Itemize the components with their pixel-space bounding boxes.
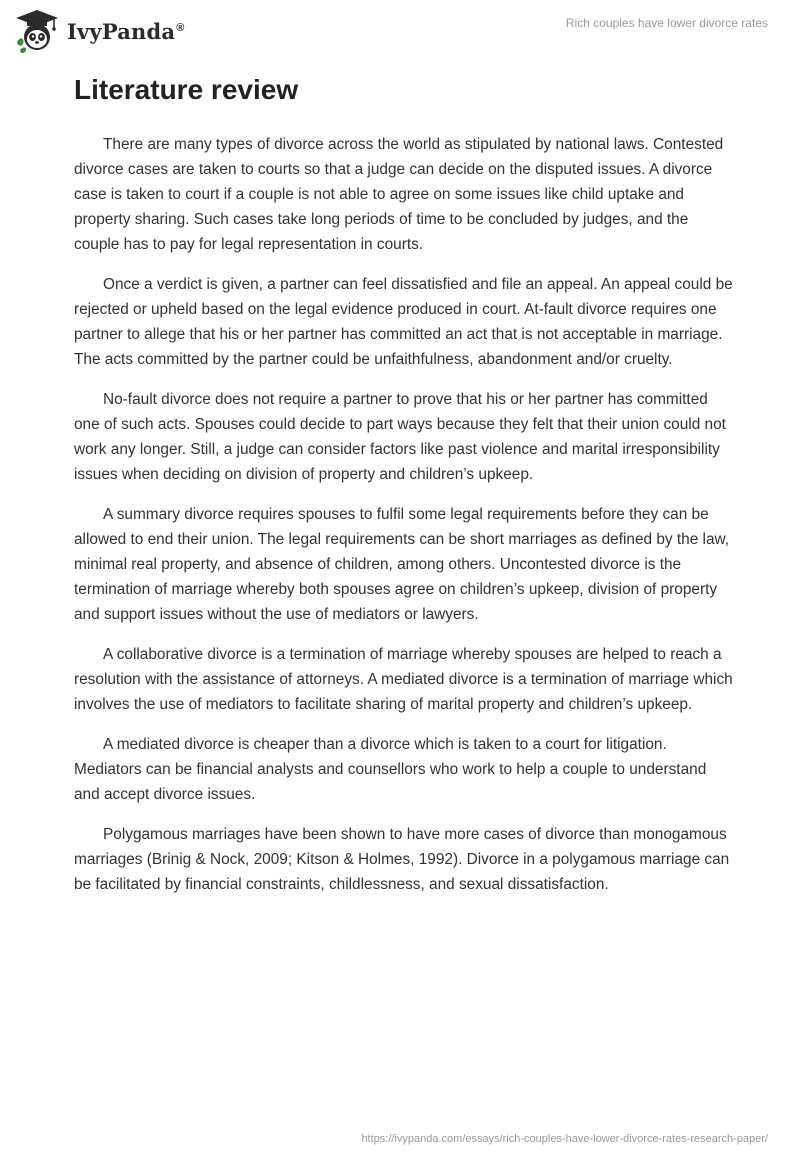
paragraph: There are many types of divorce across the world as stipulated by national laws. Contested divorce cases are taken to courts so that a judge can decide on the disputed issues. A divorce case is taken to court if a couple is not able to agree on some issues like child uptake and property sharing. Such cases take long periods of time to be concluded by judges, and the couple has to pay for legal representation in courts. <box>74 136 724 253</box>
section-heading: Literature review <box>74 74 299 105</box>
logo-wordmark: IvyPanda® <box>67 18 185 44</box>
article-body <box>74 70 734 912</box>
paragraph: A mediated divorce is cheaper than a divorce which is taken to a court for litigation. Mediators can be financial analysts and counsellors who work to help a couple to understand and accept divorce issues. <box>74 736 707 803</box>
source-url[interactable]: https://ivypanda.com/essays/rich-couples-have-lower-divorce-rates-research-paper/ <box>361 1133 768 1145</box>
paragraph: Once a verdict is given, a partner can feel dissatisfied and file an appeal. An appeal could be rejected or upheld based on the legal evidence produced in court. At-fault divorce requires one partner to allege that his or her partner has committed an act that is not acceptable in marriage. The acts committed by the partner could be unfaithfulness, abandonment and/or cruelty. <box>74 276 733 368</box>
paragraph: Polygamous marriages have been shown to have more cases of divorce than monogamous marriages (Brinig & Nock, 2009; Kitson & Holmes, 1992). Divorce in a polygamous marriage can be facilitated by financial constraints, childlessness, and sexual dissatisfaction. <box>74 826 730 893</box>
page-header <box>0 0 800 60</box>
paragraph: No-fault divorce does not require a partner to prove that his or her partner has committed one of such acts. Spouses could decide to part ways because they felt that their union could not work any longer. Still, a judge can consider factors like past violence and marital irresponsibility issues when deciding on division of property and children’s upkeep. <box>74 391 726 483</box>
registered-mark: ® <box>176 21 185 34</box>
panda-graduate-icon <box>14 8 60 54</box>
running-title: Rich couples have lower divorce rates <box>565 16 768 30</box>
ivypanda-logo[interactable] <box>14 8 185 54</box>
paragraph: A summary divorce requires spouses to fulfil some legal requirements before they can be allowed to end their union. The legal requirements can be short marriages as defined by the law, minimal real property, and absence of children, among others. Uncontested divorce is the termination of marriage whereby both spouses agree on children’s upkeep, division of property and support issues without the use of mediators or lawyers. <box>74 506 730 623</box>
paragraph: A collaborative divorce is a termination of marriage whereby spouses are helped to reach a resolution with the assistance of attorneys. A mediated divorce is a termination of marriage which involves the use of mediators to facilitate sharing of marital property and children’s upkeep. <box>74 646 733 713</box>
